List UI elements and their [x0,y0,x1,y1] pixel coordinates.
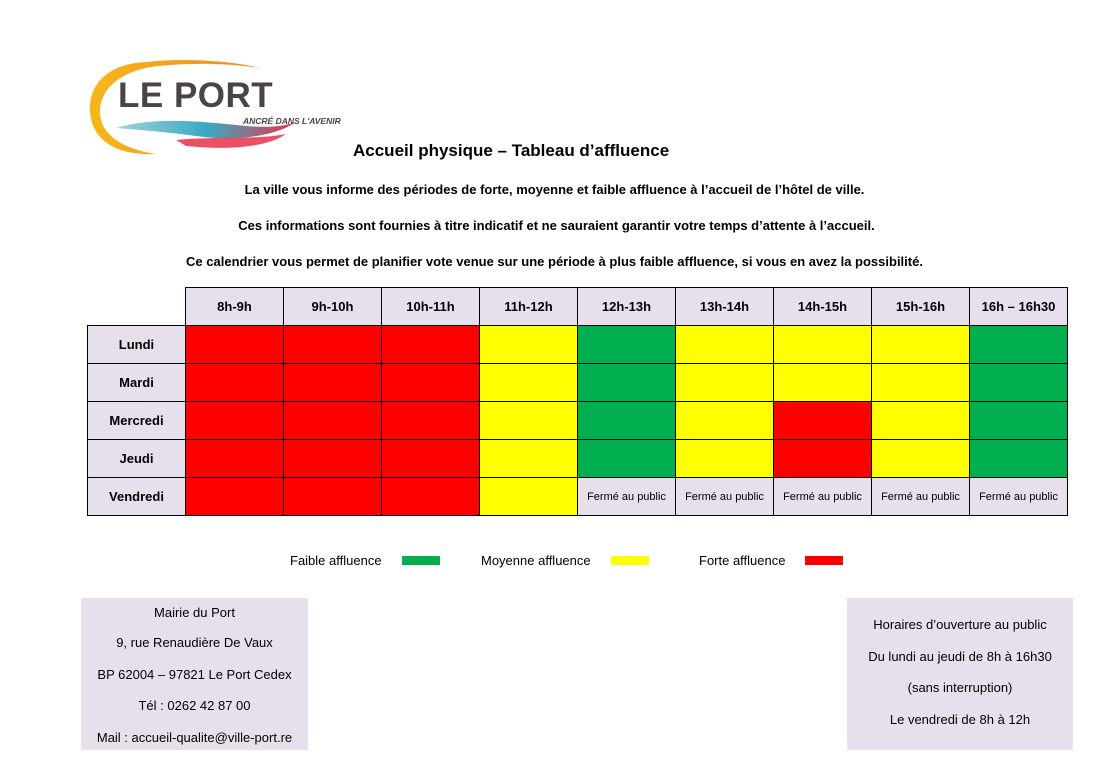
mairie-name: Mairie du Port [154,605,235,620]
table-row [88,478,1068,516]
affluence-cell-forte [284,440,382,478]
affluence-cell-forte [382,364,480,402]
legend-forte-label: Forte affluence [699,553,786,568]
affluence-cell-faible [578,364,676,402]
legend-moyenne-swatch [611,556,649,565]
day-label: Lundi [88,326,186,364]
table-corner [88,288,186,326]
hour-header: 14h-15h [774,288,872,326]
logo-brand-text: LE PORT [118,76,274,115]
table-row [88,326,1068,364]
legend-faible-swatch [402,556,440,565]
hour-header: 11h-12h [480,288,578,326]
affluence-cell-moyenne [872,364,970,402]
affluence-cell-forte [382,440,480,478]
mairie-tel: Tél : 0262 42 87 00 [138,698,251,713]
legend-forte-swatch [805,556,843,565]
day-label: Jeudi [88,440,186,478]
affluence-cell-ferme: Fermé au public [970,478,1068,516]
page-title: Accueil physique – Tableau d’affluence [353,141,670,160]
affluence-cell-moyenne [774,326,872,364]
affluence-cell-moyenne [872,326,970,364]
affluence-cell-forte [382,478,480,516]
affluence-cell-moyenne [676,440,774,478]
affluence-cell-ferme: Fermé au public [578,478,676,516]
horaires-heading: Horaires d’ouverture au public [873,617,1047,632]
affluence-cell-moyenne [480,402,578,440]
affluence-cell-faible [970,364,1068,402]
legend-moyenne [481,553,649,568]
affluence-cell-faible [970,402,1068,440]
affluence-cell-forte [774,402,872,440]
affluence-cell-moyenne [676,326,774,364]
affluence-cell-moyenne [676,402,774,440]
affluence-cell-faible [578,440,676,478]
affluence-cell-moyenne [676,364,774,402]
mairie-contact-box [81,598,308,750]
legend-forte [699,553,843,568]
legend-faible [290,553,440,568]
affluence-cell-forte [284,478,382,516]
affluence-cell-moyenne [480,478,578,516]
hour-header: 16h – 16h30 [970,288,1068,326]
hour-header: 12h-13h [578,288,676,326]
affluence-cell-faible [578,326,676,364]
affluence-cell-ferme: Fermé au public [774,478,872,516]
info-line-2: Ces informations sont fournies à titre indicatif et ne sauraient garantir votre temps d’attente à l’accueil. [238,218,875,233]
affluence-cell-moyenne [480,364,578,402]
table-body [88,326,1068,516]
affluence-cell-forte [186,440,284,478]
info-line-3: Ce calendrier vous permet de planifier vote venue sur une période à plus faible affluence, si vous en avez la possibilité. [186,254,923,269]
day-label: Mercredi [88,402,186,440]
affluence-cell-forte [186,364,284,402]
day-label: Vendredi [88,478,186,516]
affluence-cell-forte [186,478,284,516]
affluence-cell-faible [578,402,676,440]
table-row [88,440,1068,478]
table-header-row [88,288,1068,326]
hour-header: 15h-16h [872,288,970,326]
hour-header: 9h-10h [284,288,382,326]
affluence-cell-moyenne [480,440,578,478]
table-row [88,364,1068,402]
affluence-cell-forte [382,402,480,440]
affluence-cell-moyenne [872,402,970,440]
day-label: Mardi [88,364,186,402]
horaires-friday: Le vendredi de 8h à 12h [889,711,1031,727]
affluence-cell-faible [970,440,1068,478]
affluence-cell-moyenne [480,326,578,364]
affluence-cell-forte [774,440,872,478]
affluence-table [87,287,1068,516]
hour-header: 10h-11h [382,288,480,326]
hour-header: 8h-9h [186,288,284,326]
mairie-street: 9, rue Renaudière De Vaux [116,635,273,650]
affluence-cell-forte [186,402,284,440]
affluence-cell-ferme: Fermé au public [676,478,774,516]
logo-tagline: ANCRÉ DANS L'AVENIR [243,116,341,126]
affluence-cell-forte [382,326,480,364]
mairie-bp: BP 62004 – 97821 Le Port Cedex [97,666,292,682]
legend-moyenne-label: Moyenne affluence [481,553,591,568]
hour-header: 13h-14h [676,288,774,326]
le-port-logo [86,56,346,160]
info-line-1: La ville vous informe des périodes de forte, moyenne et faible affluence à l’accueil de l’hôtel de ville. [244,182,865,197]
horaires-box [847,598,1073,750]
affluence-cell-forte [284,364,382,402]
affluence-cell-forte [284,326,382,364]
affluence-cell-moyenne [872,440,970,478]
affluence-cell-forte [284,402,382,440]
affluence-cell-moyenne [774,364,872,402]
horaires-note: (sans interruption) [907,680,1013,695]
table-row [88,402,1068,440]
legend-faible-label: Faible affluence [290,553,382,568]
affluence-cell-ferme: Fermé au public [872,478,970,516]
affluence-cell-forte [186,326,284,364]
horaires-weekdays: Du lundi au jeudi de 8h à 16h30 [868,648,1052,664]
mairie-mail: Mail : accueil-qualite@ville-port.re [96,729,293,745]
affluence-cell-faible [970,326,1068,364]
